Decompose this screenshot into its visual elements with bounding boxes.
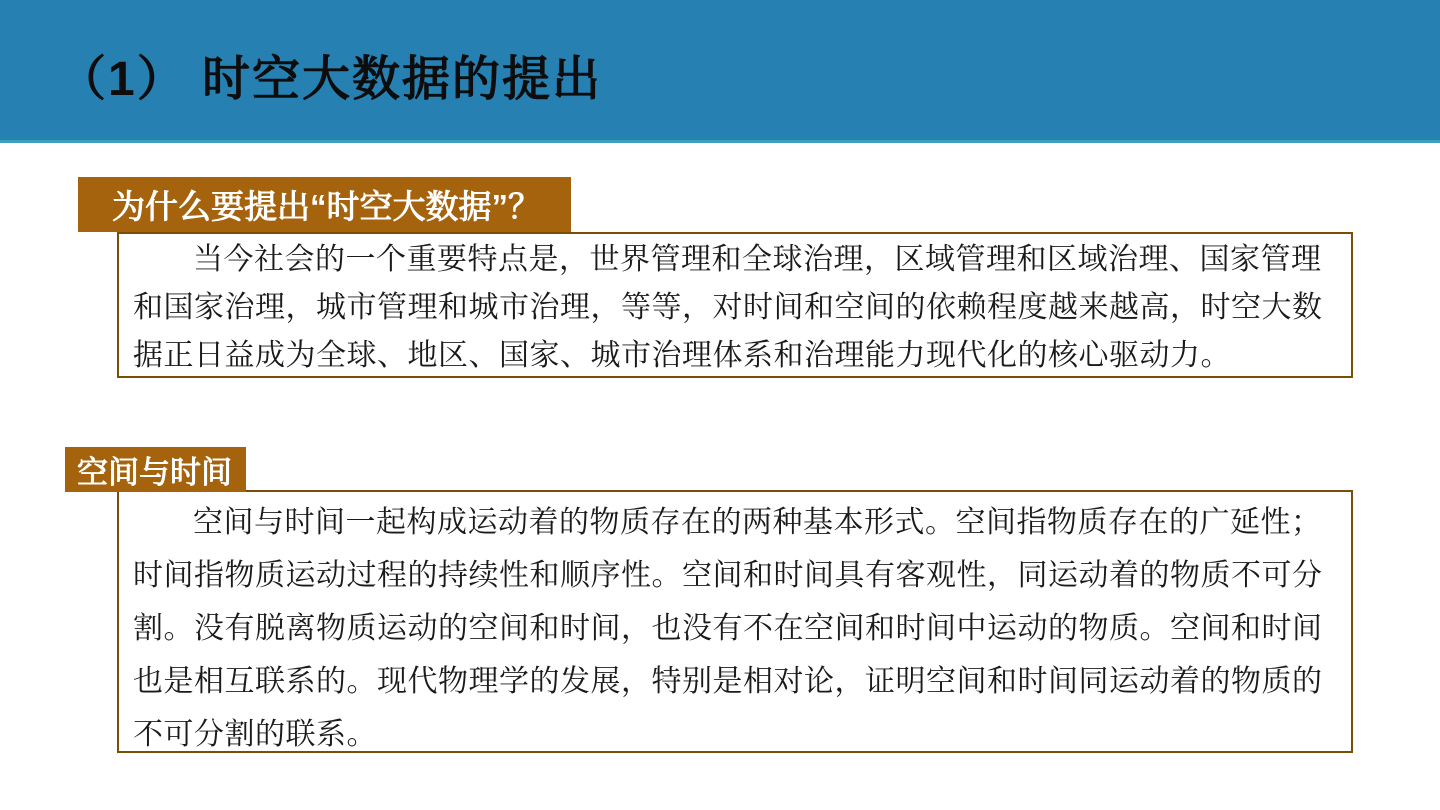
slide-title: （1） 时空大数据的提出 xyxy=(58,53,603,106)
section-label-space-and-time xyxy=(65,447,246,492)
section-body-paragraph: 当今社会的一个重要特点是，世界管理和全球治理，区域管理和区域治理、国家管理和国家治理，城市管理和城市治理，等等，对时间和空间的依赖程度越来越高，时空大数据正日益成为全球、地区、国家、城市治理体系和治理能力现代化的核心驱动力。 xyxy=(133,243,1323,372)
section-label-text: 空间与时间 xyxy=(77,455,232,490)
section-body-box-space-and-time xyxy=(117,490,1353,753)
section-body-box-why-spatiotemporal-bigdata xyxy=(117,232,1353,378)
section-label-why-spatiotemporal-bigdata xyxy=(78,177,571,232)
section-label-text: 为什么要提出“时空大数据”？ xyxy=(112,188,541,225)
section-body-paragraph: 空间与时间一起构成运动着的物质存在的两种基本形式。空间指物质存在的广延性；时间指物质运动过程的持续性和顺序性。空间和时间具有客观性，同运动着的物质不可分割。没有脱离物质运动的空间和时间，也没有不在空间和时间中运动的物质。空间和时间也是相互联系的。现代物理学的发展，特别是相对论，证明空间和时间同运动着的物质的不可分割的联系。 xyxy=(133,506,1323,751)
